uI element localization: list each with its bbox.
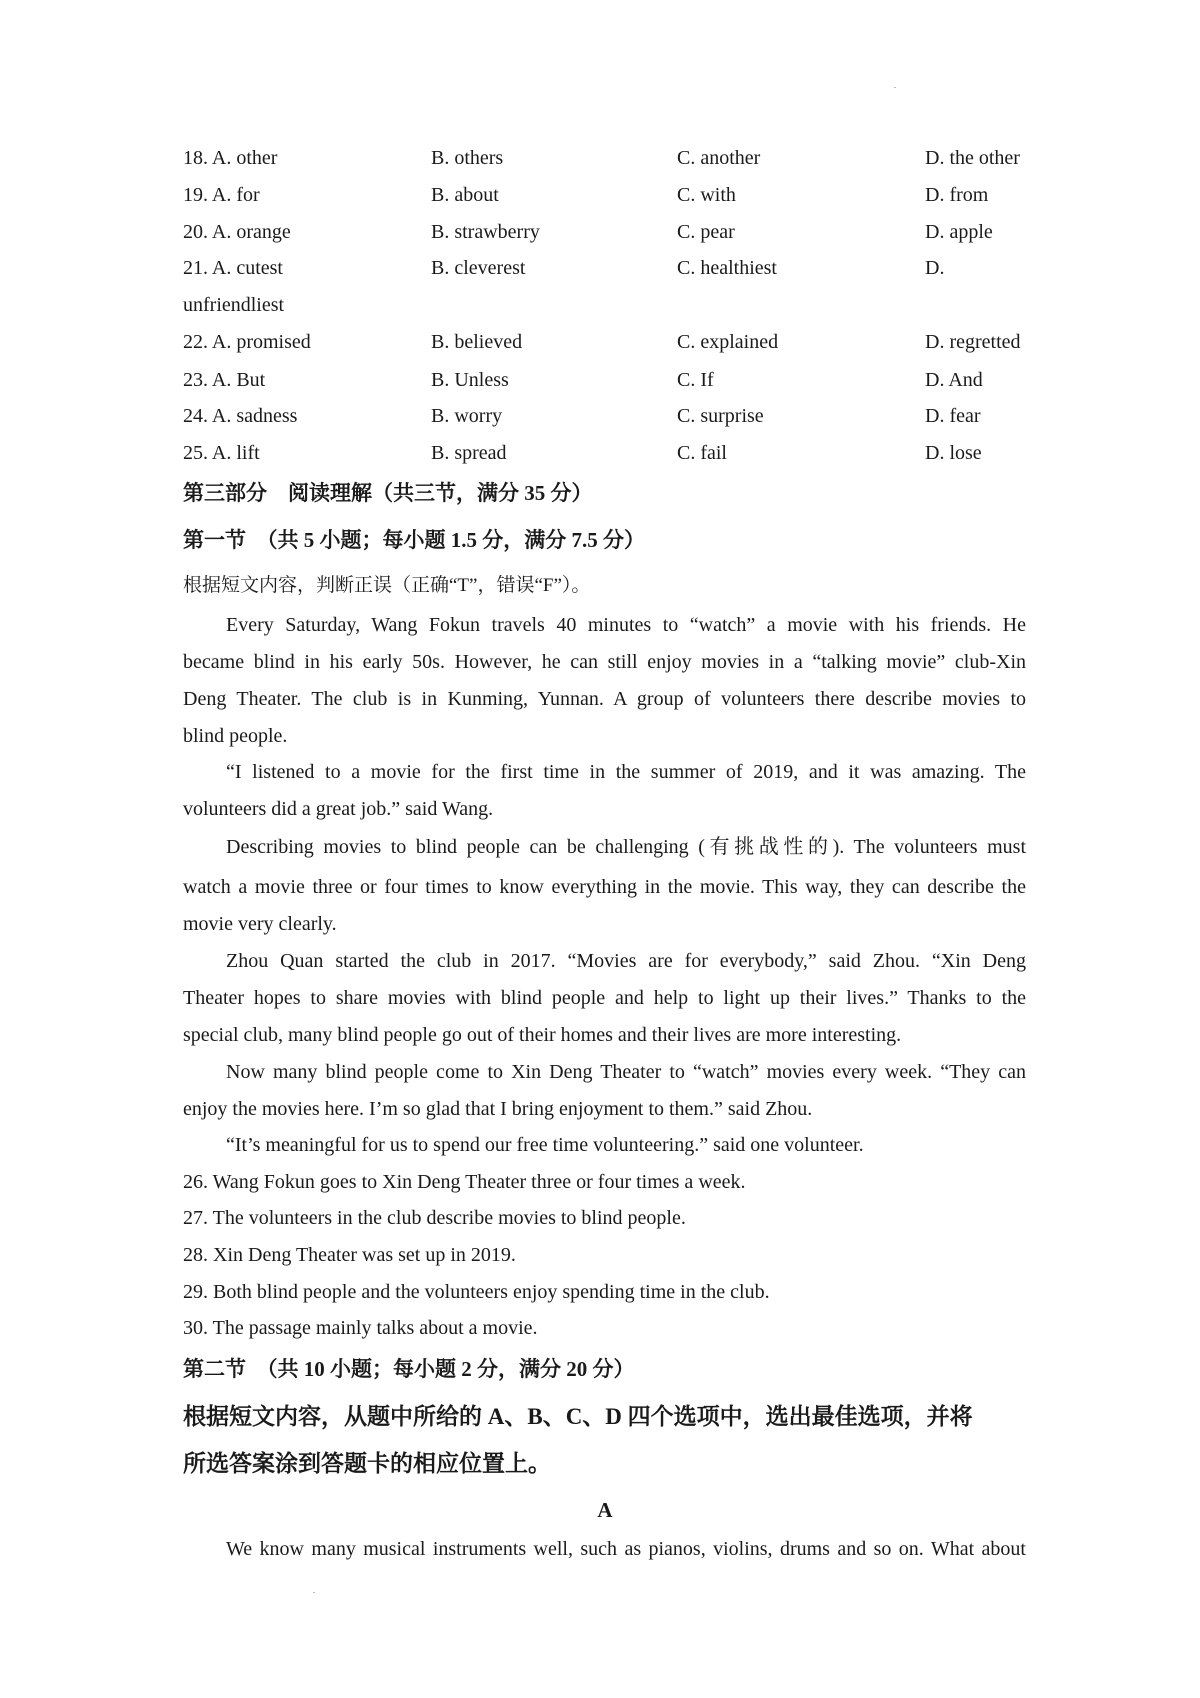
option-b: B. worry — [431, 405, 503, 427]
option-c: C. fail — [677, 442, 727, 464]
section2-heading: 第二节 （共 10 小题；每小题 2 分，满分 20 分） — [183, 1357, 635, 1381]
option-c: C. pear — [677, 221, 735, 243]
scan-speck — [313, 1592, 315, 1593]
option-d: D. apple — [925, 221, 993, 243]
question: 27. The volunteers in the club describe movies to blind people. — [183, 1207, 686, 1229]
question: 26. Wang Fokun goes to Xin Deng Theater three or four times a week. — [183, 1171, 746, 1193]
option-a: 18. A. other — [183, 147, 278, 169]
passage-line: became blind in his early 50s. However, he can still enjoy movies in a “talking movie” club-Xin — [183, 651, 1026, 673]
passage-line: volunteers did a great job.” said Wang. — [183, 798, 494, 820]
passage-line: enjoy the movies here. I’m so glad that I bring enjoyment to them.” said Zhou. — [183, 1098, 813, 1120]
passage-line: special club, many blind people go out of their homes and their lives are more interesting. — [183, 1024, 902, 1046]
passage-line: blind people. — [183, 725, 288, 747]
option-a: 25. A. lift — [183, 442, 260, 464]
passage-line: watch a movie three or four times to know everything in the movie. This way, they can describe the — [183, 876, 1026, 898]
option-d: D. from — [925, 184, 989, 206]
option-a: 21. A. cutest — [183, 257, 283, 279]
scan-speck — [894, 87, 896, 88]
section1-instruction: 根据短文内容，判断正误（正确“T”，错误“F”）。 — [183, 575, 591, 596]
option-c: C. explained — [677, 331, 779, 353]
question: 30. The passage mainly talks about a movie. — [183, 1317, 538, 1339]
option-d: D. regretted — [925, 331, 1021, 353]
option-d: D. lose — [925, 442, 982, 464]
option-c: C. healthiest — [677, 257, 777, 279]
passage-line: Every Saturday, Wang Fokun travels 40 minutes to “watch” a movie with his friends. He — [226, 614, 1026, 636]
question: 28. Xin Deng Theater was set up in 2019. — [183, 1244, 516, 1266]
option-c: C. with — [677, 184, 736, 206]
passage-line: We know many musical instruments well, such as pianos, violins, drums and so on. What about — [226, 1538, 1026, 1560]
option-a: 23. A. But — [183, 369, 266, 391]
option-b: B. others — [431, 147, 504, 169]
option-d-wrap: unfriendliest — [183, 294, 285, 316]
section2-instruction: 所选答案涂到答题卡的相应位置上。 — [183, 1451, 551, 1476]
option-b: B. strawberry — [431, 221, 540, 243]
section2-instruction: 根据短文内容，从题中所给的 A、B、C、D 四个选项中，选出最佳选项，并将 — [183, 1404, 973, 1429]
part3-heading: 第三部分 阅读理解（共三节，满分 35 分） — [183, 481, 593, 505]
option-a: 22. A. promised — [183, 331, 311, 353]
option-d: D. the other — [925, 147, 1020, 169]
option-d: D. — [925, 257, 945, 279]
question: 29. Both blind people and the volunteers enjoy spending time in the club. — [183, 1281, 770, 1303]
option-c: C. surprise — [677, 405, 764, 427]
option-d: D. And — [925, 369, 983, 391]
passage-line: “I listened to a movie for the first time in the summer of 2019, and it was amazing. The — [226, 761, 1026, 783]
passage-line: Deng Theater. The club is in Kunming, Yunnan. A group of volunteers there describe movies to — [183, 688, 1026, 710]
option-c: C. another — [677, 147, 761, 169]
option-b: B. Unless — [431, 369, 509, 391]
option-a: 24. A. sadness — [183, 405, 298, 427]
option-b: B. about — [431, 184, 499, 206]
passage-line: movie very clearly. — [183, 913, 337, 935]
passage-line: Zhou Quan started the club in 2017. “Movies are for everybody,” said Zhou. “Xin Deng — [226, 950, 1026, 972]
passage-line: “It’s meaningful for us to spend our free time volunteering.” said one volunteer. — [226, 1134, 864, 1156]
passage-title: A — [597, 1498, 613, 1522]
option-b: B. cleverest — [431, 257, 526, 279]
section1-heading: 第一节 （共 5 小题；每小题 1.5 分，满分 7.5 分） — [183, 528, 645, 552]
option-b: B. spread — [431, 442, 507, 464]
option-a: 20. A. orange — [183, 221, 291, 243]
passage-line: Now many blind people come to Xin Deng Theater to “watch” movies every week. “They can — [226, 1061, 1026, 1083]
passage-line: Theater hopes to share movies with blind people and help to light up their lives.” Thanks to the — [183, 987, 1026, 1009]
option-d: D. fear — [925, 405, 981, 427]
option-a: 19. A. for — [183, 184, 260, 206]
option-c: C. If — [677, 369, 714, 391]
option-b: B. believed — [431, 331, 523, 353]
passage-line: Describing movies to blind people can be challenging (有挑战性的). The volunteers must — [226, 836, 1026, 858]
